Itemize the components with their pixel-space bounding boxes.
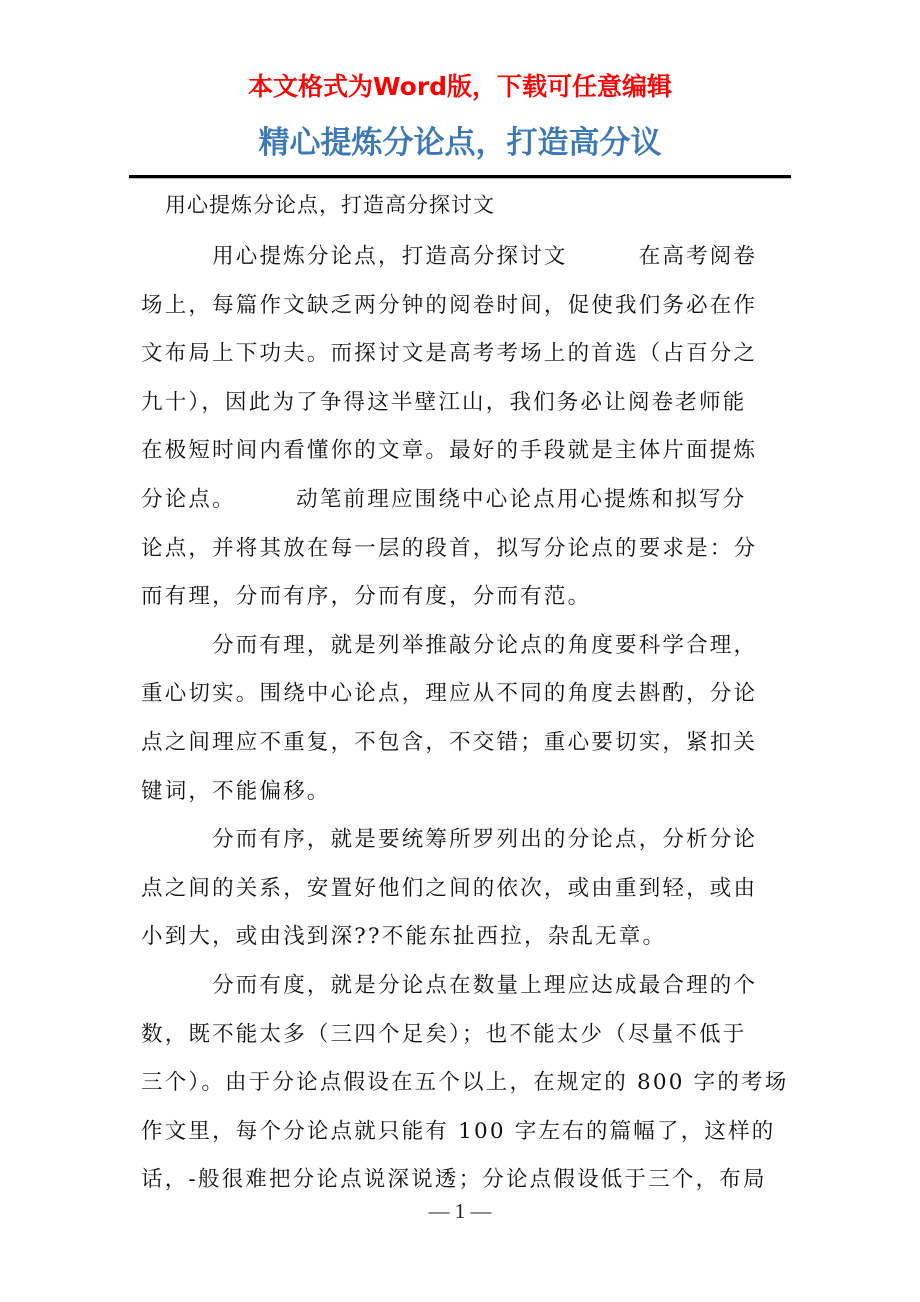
body-line: 而有理，分而有序，分而有度，分而有范。 — [141, 584, 592, 610]
body-line: 九十），因此为了争得这半壁江山，我们务必让阅卷老师能 — [141, 389, 747, 415]
body-line: 论点，并将其放在每一层的段首，拟写分论点的要求是：分 — [141, 535, 758, 561]
body-line: 在极短时间内看懂你的文章。最好的手段就是主体片面提炼 — [141, 438, 758, 464]
body-line: 小到大，或由浅到深??不能东扯西拉，杂乱无章。 — [141, 924, 667, 950]
page-number: — 1 — — [428, 1199, 492, 1223]
editable-format-banner: 本文格式为Word版，下载可任意编辑 — [247, 72, 673, 101]
document-subtitle: 用心提炼分论点，打造高分探讨文 — [165, 193, 495, 217]
body-line: 点之间的关系，安置好他们之间的依次，或由重到轻，或由 — [141, 875, 758, 901]
body-line: 三个）。由于分论点假设在五个以上，在规定的 800 字的考场 — [141, 1070, 789, 1096]
body-line: 数，既不能太多（三四个足矣）；也不能太少（尽量不低于 — [141, 1021, 747, 1047]
body-line: 作文里，每个分论点就只能有 100 字左右的篇幅了，这样的 — [141, 1118, 776, 1144]
body-line: 用心提炼分论点，打造高分探讨文 在高考阅卷 — [141, 244, 758, 269]
body-line: 重心切实。围绕中心论点，理应从不同的角度去斟酌，分论 — [141, 681, 758, 707]
body-line: 文布局上下功夫。而探讨文是高考考场上的首选（占百分之 — [141, 341, 758, 367]
body-line: 分而有序，就是要统筹所罗列出的分论点，分析分论 — [141, 827, 758, 853]
document-title: 精心提炼分论点，打造高分议 — [258, 125, 662, 161]
body-line: 键词，不能偏移。 — [141, 778, 331, 804]
body-line: 话，-般很难把分论点说深说透；分论点假设低于三个，布局 — [141, 1167, 767, 1193]
document-body — [141, 233, 801, 1205]
header-divider — [129, 175, 791, 178]
body-line: 点之间理应不重复，不包含，不交错；重心要切实，紧扣关 — [141, 729, 758, 755]
body-line: 分而有度，就是分论点在数量上理应达成最合理的个 — [141, 972, 758, 998]
body-line: 分而有理，就是列举推敲分论点的角度要科学合理， — [141, 632, 758, 658]
body-line: 场上，每篇作文缺乏两分钟的阅卷时间，促使我们务必在作 — [141, 292, 758, 318]
body-line: 分论点。 动笔前理应围绕中心论点用心提炼和拟写分 — [141, 486, 747, 512]
